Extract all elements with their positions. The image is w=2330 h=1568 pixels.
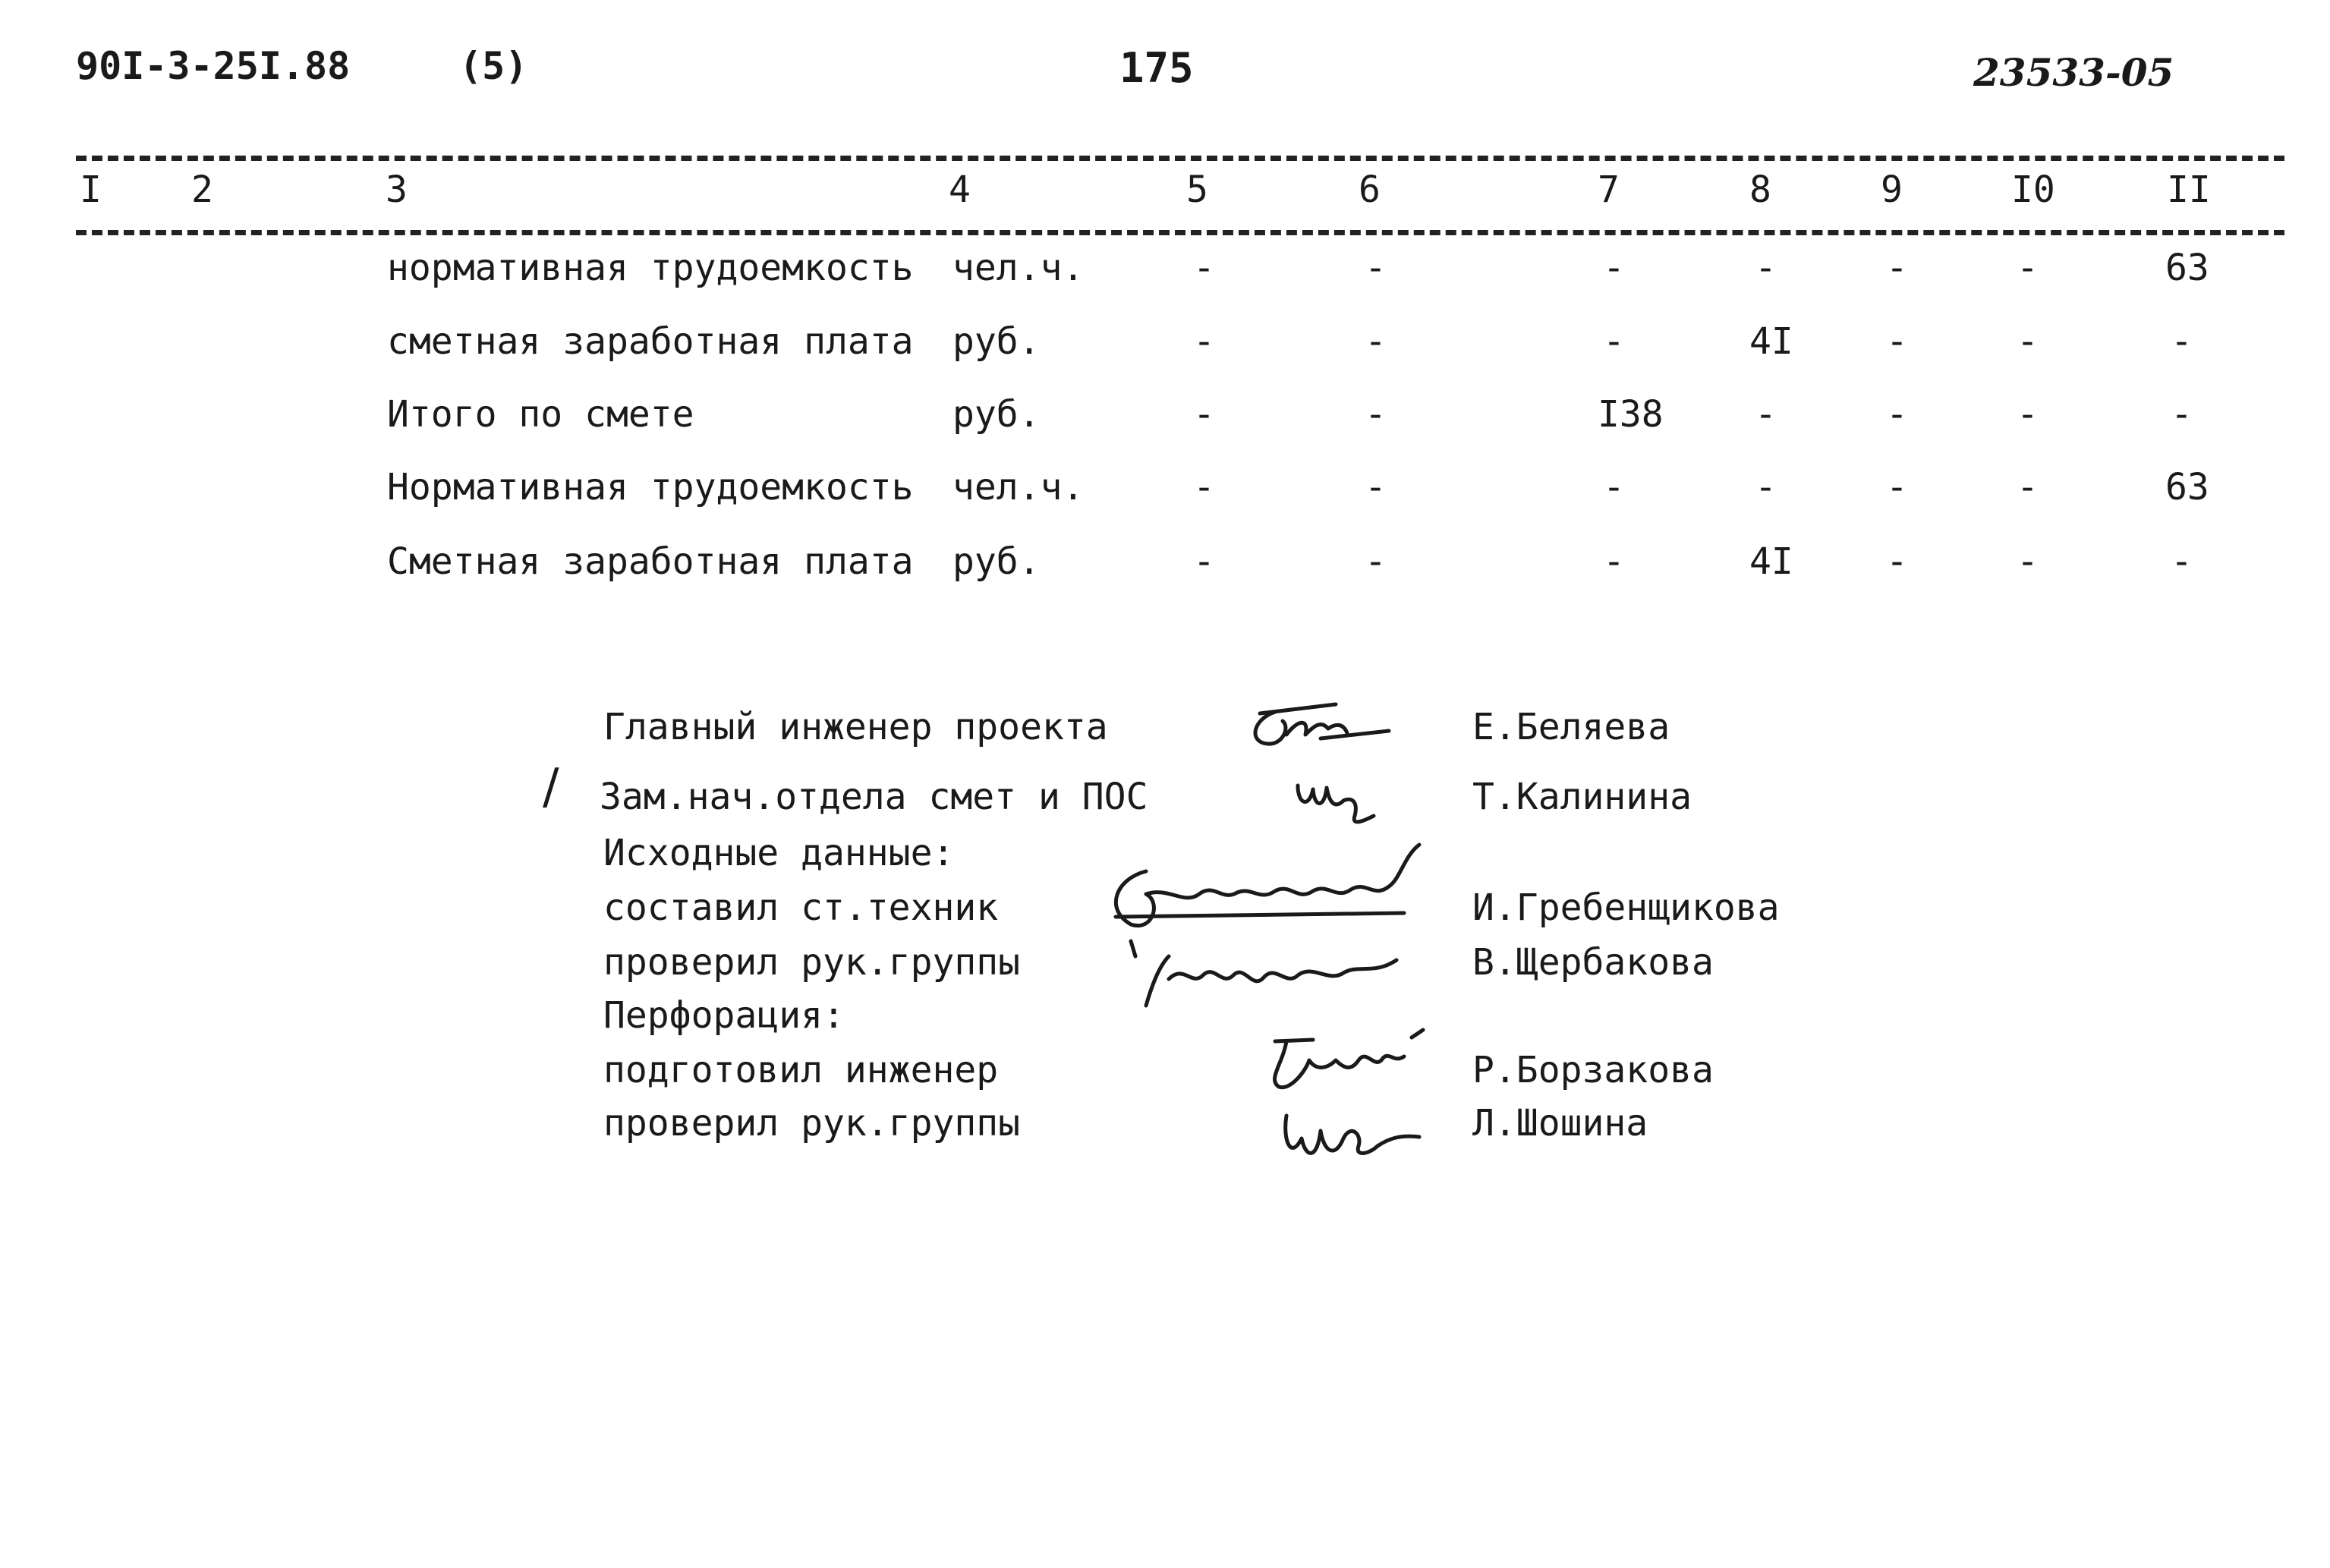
cell-col7: - — [1603, 320, 1625, 363]
column-header-9: 9 — [1881, 168, 1903, 211]
cell-col10: - — [2017, 320, 2039, 363]
column-header-1: I — [80, 168, 102, 211]
row-unit: руб. — [952, 320, 1041, 363]
signer-name: В.Щербакова — [1472, 941, 1714, 984]
section-heading: Перфорация: — [603, 994, 845, 1037]
signer-role: Зам.нач.отдела смет и ПОС — [600, 776, 1148, 818]
cell-col7: - — [1603, 247, 1625, 289]
cell-col6: - — [1365, 466, 1387, 508]
cell-col11: - — [2171, 320, 2193, 363]
cell-col9: - — [1886, 320, 1908, 363]
cell-col10: - — [2017, 247, 2039, 289]
signer-name: Т.Калинина — [1472, 776, 1692, 818]
cell-col8: 4I — [1749, 540, 1793, 583]
cell-col11: - — [2171, 393, 2193, 436]
signer-name: Р.Борзакова — [1472, 1049, 1714, 1091]
row-unit: чел.ч. — [952, 247, 1085, 289]
cell-col10: - — [2017, 466, 2039, 508]
column-header-8: 8 — [1749, 168, 1771, 211]
signature-grebenshchikova — [1100, 841, 1465, 940]
signature-beliaeva — [1245, 697, 1396, 757]
column-header-7: 7 — [1598, 168, 1620, 211]
section-heading: Исходные данные: — [603, 832, 955, 874]
cell-col7: I38 — [1598, 393, 1664, 436]
signer-role: составил ст.техник — [603, 886, 999, 929]
row-label: нормативная трудоемкость — [387, 247, 914, 289]
page-number: 175 — [1119, 44, 1194, 92]
table-top-rule — [76, 156, 2284, 161]
signature-borzakova — [1252, 1026, 1434, 1102]
cell-col5: - — [1193, 247, 1215, 289]
cell-col9: - — [1886, 466, 1908, 508]
cell-col9: - — [1886, 540, 1908, 583]
cell-col10: - — [2017, 393, 2039, 436]
signature-kalinina — [1290, 774, 1381, 835]
signer-name: Е.Беляева — [1472, 706, 1670, 748]
column-header-5: 5 — [1186, 168, 1208, 211]
row-label: Нормативная трудоемкость — [387, 466, 914, 508]
cell-col7: - — [1603, 540, 1625, 583]
cell-col5: - — [1193, 393, 1215, 436]
cell-col11: - — [2171, 540, 2193, 583]
row-label: сметная заработная плата — [387, 320, 914, 363]
cell-col8: - — [1755, 247, 1777, 289]
column-header-4: 4 — [949, 168, 971, 211]
signer-role: проверил рук.группы — [603, 1102, 1021, 1145]
row-unit: руб. — [952, 393, 1041, 436]
inventory-number: 23533-05 — [1973, 50, 2174, 95]
cell-col5: - — [1193, 320, 1215, 363]
column-header-11: II — [2167, 168, 2211, 211]
cell-col5: - — [1193, 466, 1215, 508]
margin-mark: / — [543, 759, 559, 815]
cell-col6: - — [1365, 393, 1387, 436]
column-header-10: I0 — [2011, 168, 2055, 211]
row-label: Итого по смете — [387, 393, 694, 436]
signer-role: Главный инженер проекта — [603, 706, 1108, 748]
column-header-6: 6 — [1359, 168, 1381, 211]
cell-col6: - — [1365, 320, 1387, 363]
cell-col8: - — [1755, 466, 1777, 508]
column-header-3: 3 — [386, 168, 408, 211]
row-label: Сметная заработная плата — [387, 540, 914, 583]
cell-col7: - — [1603, 466, 1625, 508]
cell-col6: - — [1365, 247, 1387, 289]
row-unit: руб. — [952, 540, 1041, 583]
table-header-rule — [76, 230, 2284, 235]
signer-role: подготовил инженер — [603, 1049, 999, 1091]
cell-col5: - — [1193, 540, 1215, 583]
cell-col10: - — [2017, 540, 2039, 583]
sheet-mark: (5) — [459, 44, 528, 88]
column-header-2: 2 — [191, 168, 213, 211]
cell-col11: 63 — [2165, 466, 2209, 508]
cell-col8: 4I — [1749, 320, 1793, 363]
signature-shcherbakova — [1108, 934, 1412, 1025]
signer-name: Л.Шошина — [1472, 1102, 1648, 1145]
cell-col9: - — [1886, 247, 1908, 289]
cell-col9: - — [1886, 393, 1908, 436]
signature-shoshina — [1267, 1093, 1434, 1176]
row-unit: чел.ч. — [952, 466, 1085, 508]
signer-role: проверил рук.группы — [603, 941, 1021, 984]
cell-col11: 63 — [2165, 247, 2209, 289]
signer-name: И.Гребенщикова — [1472, 886, 1780, 929]
cell-col8: - — [1755, 393, 1777, 436]
document-code: 90I-3-25I.88 — [76, 44, 351, 88]
cell-col6: - — [1365, 540, 1387, 583]
